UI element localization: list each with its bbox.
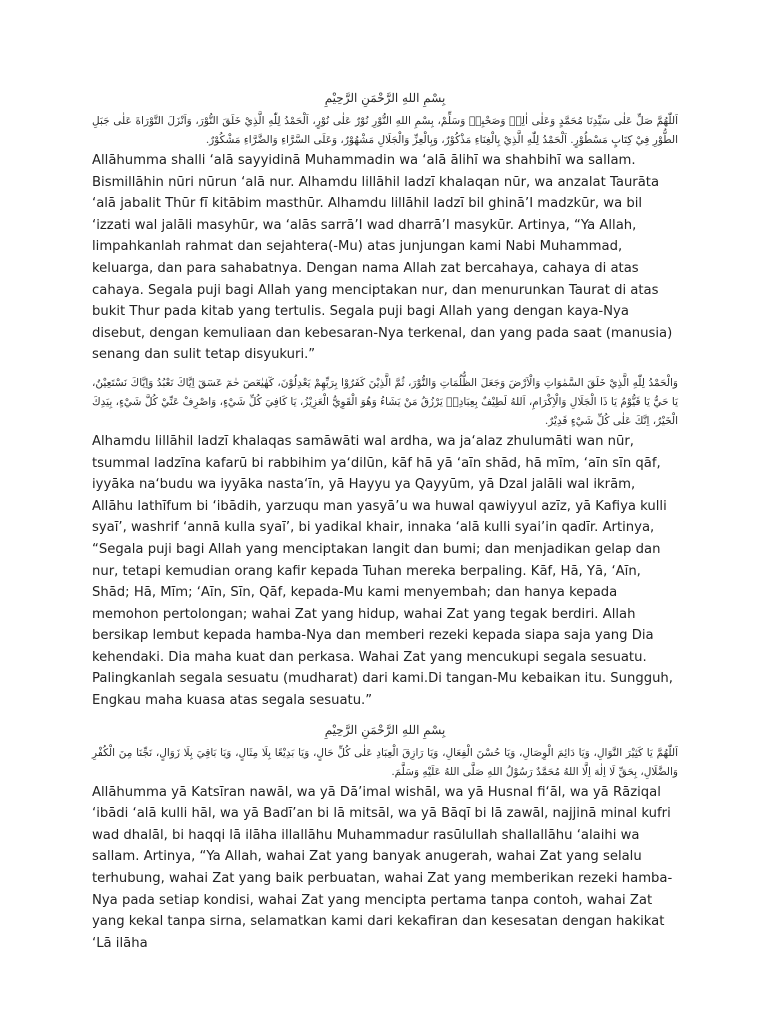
arabic-prayer-text: وَالْحَمْدُ لِلّٰهِ الَّذِيْ خَلَقَ السَّمٰوَاتِ وَالْاَرْضَ وَجَعَلَ الظُّلُمَاتِ وَالنُّوْرَ، ثُمَّ الَّذِيْنَ كَفَرُوْا بِرَبِّهِمْ يَعْدِلُوْنَ، كٓهٰيٰعٓصٓ حٰمٓ عٓسٓقٓ اِيَّاكَ نَعْبُدُ وَاِيَّاكَ نَسْتَعِيْنُ، يَا حَيُّ يَا قَيُّوْمُ يَا ذَا الْجَلَالِ وَالْاِكْرَامِ، اَللهُ لَطِيْفٌ بِعِبَادِهٖ يَرْزُقُ مَنْ يَشَاءُ وَهُوَ الْقَوِيُّ الْعَزِيْزُ، يَا كَافِيَ كُلِّ شَيْءٍ، وَاصْرِفْ عَنِّيْ كُلَّ شَيْءٍ، بِيَدِكَ الْخَيْرُ، اِنَّكَ عَلٰى كُلِّ شَيْءٍ قَدِيْرٌ. <box>92 376 678 427</box>
transliteration-translation-text: Allāhumma yā Katsīran nawāl, wa yā Dā’imal wishāl, wa yā Husnal fi‘āl, wa yā Rāziqal ‘ibādi ‘alā kulli hāl, wa yā Badī’an bi lā mitsāl, wa yā Bāqī bi lā zawāl, najjinā minal kufri wad dhalāl, bi haqqi lā ilāha illallāhu Muhammadur rasūlullah shallallāhu ‘alaihi wa sallam. Artinya, “Ya Allah, wahai Zat yang banyak anugerah, wahai Zat yang selalu terhubung, wahai Zat yang baik perbuatan, wahai Zat yang memberikan rezeki hamba-Nya pada setiap kondisi, wahai Zat yang mencipta pertama tanpa contoh, wahai Zat yang kekal tanpa sirna, selamatkan kami dari kekafiran dan kesesatan dengan hakikat ‘Lā ilāha <box>92 784 673 951</box>
arabic-prayer-text: اَللّٰهُمَّ صَلِّ عَلٰى سَيِّدِنَا مُحَمَّدٍ وَعَلٰى اٰلِهٖ وَصَحْبِهٖ وَسَلِّمْ، بِسْمِ اللهِ النُّوْرِ نُوْرٌ عَلٰى نُوْرٍ، اَلْحَمْدُ لِلّٰهِ الَّذِيْ خَلَقَ النُّوْرَ، وَاَنْزَلَ التَّوْرَاةَ عَلٰى جَبَلِ الطُّوْرِ فِيْ كِتَابٍ مَسْطُوْرٍ. اَلْحَمْدُ لِلّٰهِ الَّذِيْ بِالْغِنَاءِ مَذْكُوْرٌ، وَبِالْعِزِّ وَالْجَلَالِ مَشْهُوْرٌ، وَعَلَى السَّرَّاءِ وَالضَّرَّاءِ مَشْكُوْرٌ. <box>92 115 678 146</box>
prayer-section-3 <box>92 720 678 955</box>
document-page <box>92 88 678 962</box>
basmala-heading: بِسْمِ اللهِ الرَّحْمَنِ الرَّحِيْمِ <box>324 91 446 105</box>
prayer-section-2 <box>92 374 678 712</box>
transliteration-translation-text: Alhamdu lillāhil ladzī khalaqas samāwāti wal ardha, wa ja‘alaz zhulumāti wan nūr, tsummal ladzīna kafarū bi rabbihim ya‘dilūn, kāf hā yā ‘aīn shād, hā mīm, ‘aīn sīn qāf, iyyāka na‘budu wa iyyāka nasta‘īn, yā Hayyu ya Qayyūm, yā Dzal jalāli wal ikrām, Allāhu lathīfum bi ‘ibādih, yarzuqu man yasyā’u wa huwal qawiyyul azīz, yā Kafiya kulli syaī’, washrif ‘annā kulla syaī’, bi yadikal khair, innaka ‘alā kulli syai’in qadīr. Artinya, “Segala puji bagi Allah yang menciptakan langit dan bumi; dan menjadikan gelap dan nur, tetapi kemudian orang kafir kepada Tuhan mereka berpaling. Kāf, Hā, Yā, ‘Aīn, Shād; Hā, Mīm; ‘Aīn, Sīn, Qāf, kepada-Mu kami menyembah; dan hanya kepada memohon pertolongan; wahai Zat yang hidup, wahai Zat yang tegak berdiri. Allah bersikap lembut kepada hamba-Nya dan memberi rezeki kepada siapa saja yang Dia kehendaki. Dia maha kuat dan perkasa. Wahai Zat yang mencukupi segala sesuatu. Palingkanlah segala sesuatu (mudharat) dari kami.Di tangan-Mu kebaikan itu. Sungguh, Engkau maha kuasa atas segala sesuatu.” <box>92 433 673 709</box>
arabic-prayer-text: اَللّٰهُمَّ يَا كَثِيْرَ النَّوَالِ، وَيَا دَائِمَ الْوِصَالِ، وَيَا حُسْنَ الْفِعَالِ، وَيَا رَازِقَ الْعِبَادِ عَلٰى كُلِّ حَالٍ، وَيَا بَدِيْعًا بِلَا مِثَالٍ، وَيَا بَاقِيَ بِلَا زَوَالٍ، نَجِّنَا مِنَ الْكُفْرِ وَالضَّلَالِ، بِحَقِّ لَا اِلٰهَ اِلَّا اللهُ مُحَمَّدٌ رَسُوْلُ اللهِ صَلَّى اللهُ عَلَيْهِ وَسَلَّمَ. <box>92 746 678 778</box>
prayer-section-1 <box>92 88 678 366</box>
basmala-heading: بِسْمِ اللهِ الرَّحْمَنِ الرَّحِيْمِ <box>324 722 446 737</box>
transliteration-translation-text: Allāhumma shalli ‘alā sayyidinā Muhammadin wa ‘alā ālihī wa shahbihī wa sallam. Bismillāhin nūri nūrun ‘alā nur. Alhamdu lillāhil ladzī khalaqan nūr, wa anzalat Taurāta ‘alā jabalit Thūr fī kitābim masthūr. Alhamdu lillāhil ladzī bil ghinā’I madzkūr, wa bil ‘izzati wal jalāli masyhūr, wa ‘alās sarrā’I wad dharrā’I masykūr. Artinya, “Ya Allah, limpahkanlah rahmat dan sejahtera(-Mu) atas junjungan kami Nabi Muhammad, keluarga, dan para sahabatnya. Dengan nama Allah zat bercahaya, cahaya di atas cahaya. Segala puji bagi Allah yang menciptakan nur, dan menurunkan Taurat di atas bukit Thur pada kitab yang tertulis. Segala puji bagi Allah yang dengan kaya-Nya disebut, dengan kemuliaan dan kebesaran-Nya terkenal, dan yang pada saat (manusia) senang dan sulit tetap disyukuri.” <box>92 153 673 363</box>
